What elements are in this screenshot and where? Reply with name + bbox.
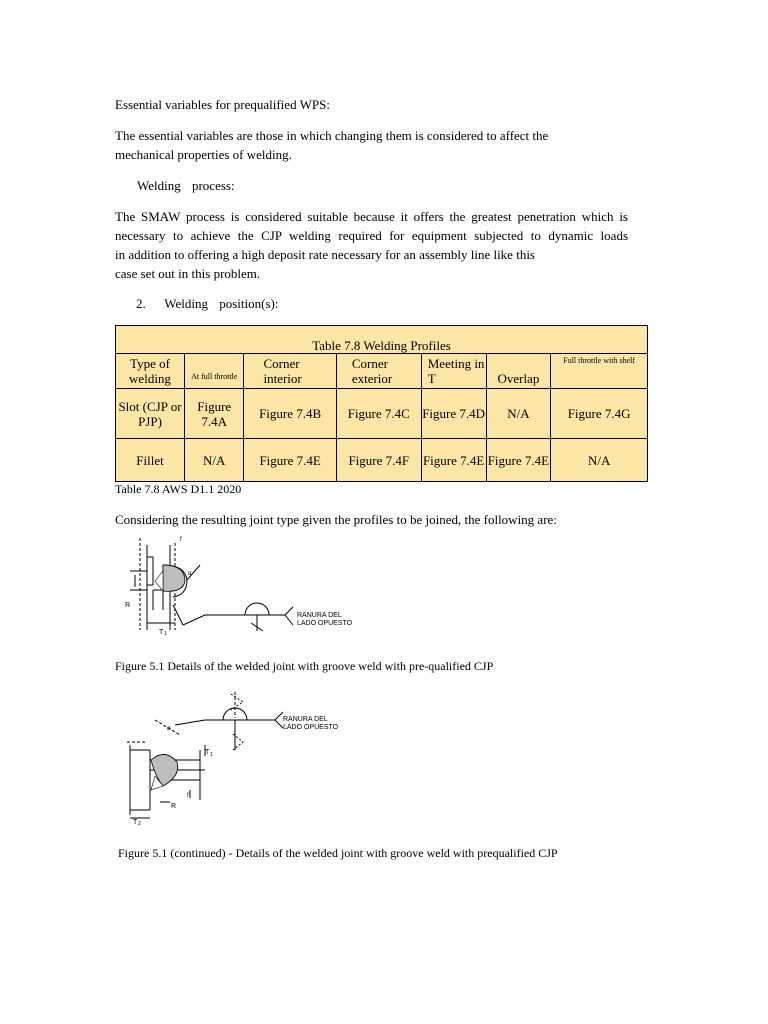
figure-2-label-f: f — [187, 793, 189, 799]
cell-full-throttle-shelf: Figure 7.4G — [551, 389, 648, 439]
welding-profiles-table — [115, 325, 648, 482]
figure-2-label-r: R — [171, 803, 177, 810]
figure-2-label-line-1: RANURA DEL — [283, 716, 328, 723]
figure-2-label-t2: T — [133, 819, 138, 825]
table-row — [116, 439, 648, 482]
intro-line-1: The essential variables are those in which changing them is considered to affect the — [115, 128, 549, 143]
svg-text:1: 1 — [210, 752, 213, 758]
cell-overlap: Figure 7.4E — [486, 439, 551, 482]
figure-1-label-line-1: RANURA DEL — [297, 612, 342, 619]
cell-meeting-in-t: Figure 7.4D — [421, 389, 486, 439]
figure-2-label-line-2: LADO OPUESTO — [283, 724, 339, 731]
cell-meeting-in-t: Figure 7.4E — [421, 439, 486, 482]
figure-2-label-t1: T — [205, 749, 210, 756]
figure-1-label — [297, 612, 352, 628]
item-welding-positions — [136, 294, 278, 313]
header-overlap: Overlap — [486, 354, 551, 389]
header-full-throttle-shelf — [551, 354, 648, 389]
cell-corner-exterior: Figure 7.4F — [336, 439, 421, 482]
figure-1-label-line-2: LADO OPUESTO — [297, 620, 353, 627]
cell-corner-interior: Figure 7.4B — [244, 389, 336, 439]
header-meeting-in-t: Meeting in T — [421, 354, 486, 389]
cell-full-throttle-shelf: N/A — [551, 439, 648, 482]
table-row — [116, 389, 648, 439]
figure-1-label-t1: T — [159, 629, 164, 635]
header-corner-interior: Corner interior — [244, 354, 336, 389]
section-heading: Essential variables for prequalified WPS: — [115, 97, 330, 112]
intro-paragraph — [115, 126, 548, 164]
figure-2-label — [283, 716, 338, 732]
item-2-text: Welding position(s): — [164, 296, 279, 311]
considering-text: Considering the resulting joint type given the profiles to be joined, the following are: — [115, 512, 557, 527]
smaw-line-4: case set out in this problem. — [115, 266, 261, 281]
header-corner-exterior: Corner exterior — [336, 354, 421, 389]
figure-2-drawing — [115, 690, 365, 825]
figure-1-label-alpha: α — [188, 571, 192, 577]
figure-2-label-alpha: α — [167, 726, 171, 732]
cell-full-throttle: Figure 7.4A — [185, 389, 244, 439]
table-source: Table 7.8 AWS D1.1 2020 — [115, 482, 242, 496]
smaw-paragraph — [115, 207, 628, 283]
figure-1-label-r: R — [125, 602, 131, 609]
cell-type: Slot (CJP or PJP) — [116, 389, 185, 439]
smaw-line-3: in addition to offering a high deposit rate necessary for an assembly line like this — [115, 247, 535, 262]
figure-1-caption: Figure 5.1 Details of the welded joint with groove weld with pre-qualified CJP — [115, 659, 494, 673]
intro-line-2: mechanical properties of welding. — [115, 147, 292, 162]
svg-text:2: 2 — [138, 821, 141, 825]
header-type-of-welding: Type of welding — [116, 354, 185, 389]
cell-overlap: N/A — [486, 389, 551, 439]
header-full-throttle: At full throttle — [185, 354, 244, 389]
cell-corner-exterior: Figure 7.4C — [336, 389, 421, 439]
figure-2-caption: Figure 5.1 (continued) - Details of the welded joint with groove weld with prequalified CJP — [118, 846, 558, 860]
svg-text:1: 1 — [164, 631, 167, 635]
figure-1-label-f: f — [180, 537, 182, 543]
smaw-line-2: necessary to achieve the CJP welding required for equipment subjected to dynamic loads — [115, 228, 628, 243]
cell-full-throttle: N/A — [185, 439, 244, 482]
item-2-number: 2. — [136, 296, 146, 311]
header-full-throttle-shelf-text: Full throttle with shelf — [563, 356, 636, 365]
cell-corner-interior: Figure 7.4E — [244, 439, 336, 482]
cell-type: Fillet — [116, 439, 185, 482]
table-title: Table 7.8 Welding Profiles — [116, 326, 648, 354]
smaw-line-1: The SMAW process is considered suitable because it offers the greatest penetration which is — [115, 209, 628, 224]
item-welding-process: Welding process: — [137, 178, 235, 193]
